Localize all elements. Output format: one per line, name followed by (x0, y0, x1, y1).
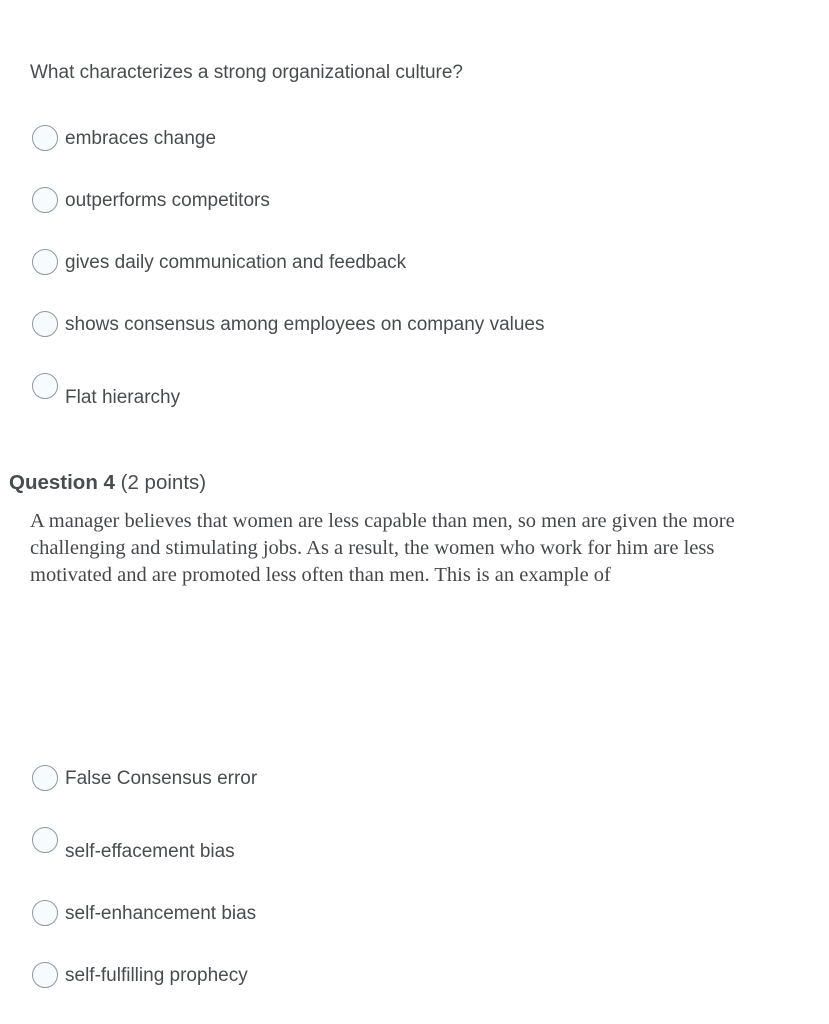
answer-option-label[interactable]: gives daily communication and feedback (65, 251, 407, 273)
answer-option-label[interactable]: self-fulfilling prophecy (65, 964, 248, 986)
answer-option-label[interactable]: False Consensus error (65, 767, 258, 789)
answer-option-row[interactable] (32, 765, 257, 791)
answer-option-row[interactable] (32, 125, 545, 151)
question4-prompt: A manager believes that women are less capable than men, so men are given the more challenging and stimulating jobs. As a result, the women who work for him are less motivated and are promoted less often than men. This is an example of (30, 510, 735, 586)
radio-button-icon[interactable] (32, 249, 58, 275)
answer-option-label[interactable]: self-effacement bias (65, 841, 235, 862)
answer-option-row[interactable] (32, 187, 545, 213)
radio-button-icon[interactable] (32, 827, 58, 853)
radio-button-icon[interactable] (32, 125, 58, 151)
question-previous-prompt: What characterizes a strong organizational culture? (30, 62, 464, 83)
radio-button-icon[interactable] (32, 962, 58, 988)
answer-option-row[interactable] (32, 962, 257, 988)
radio-button-icon[interactable] (32, 373, 58, 399)
answer-option-label[interactable]: self-enhancement bias (65, 902, 257, 924)
answer-option-label[interactable]: embraces change (65, 127, 217, 149)
question4-points: (2 points) (114, 471, 207, 494)
answer-option-row[interactable] (32, 827, 257, 864)
question4-title: Question 4 (9, 471, 115, 494)
answer-option-row[interactable] (32, 311, 545, 337)
answer-option-row[interactable] (32, 900, 257, 926)
radio-button-icon[interactable] (32, 900, 58, 926)
question4-heading (9, 471, 206, 495)
question4-options (32, 765, 257, 1024)
answer-option-label[interactable]: shows consensus among employees on company values (65, 313, 545, 335)
answer-option-row[interactable] (32, 373, 545, 410)
answer-option-label[interactable]: Flat hierarchy (65, 387, 181, 408)
answer-option-row[interactable] (32, 249, 545, 275)
radio-button-icon[interactable] (32, 765, 58, 791)
radio-button-icon[interactable] (32, 311, 58, 337)
question-previous-options (32, 125, 545, 446)
radio-button-icon[interactable] (32, 187, 58, 213)
answer-option-label[interactable]: outperforms competitors (65, 189, 270, 211)
